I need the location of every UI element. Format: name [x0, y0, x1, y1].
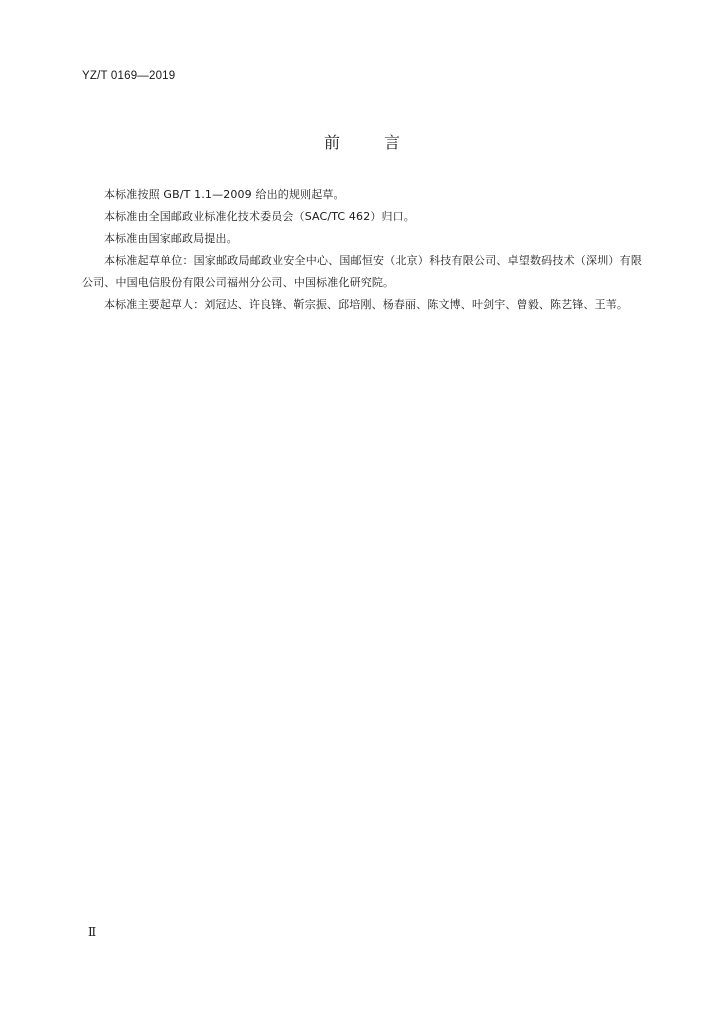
paragraph-proposer: 本标准由国家邮政局提出。 [104, 232, 238, 245]
document-code-header: YZ/T 0169—2019 [82, 70, 176, 82]
paragraph-drafters: 本标准主要起草人：刘冠达、许良锋、靳宗振、邱培刚、杨春丽、陈文博、叶剑宇、曾毅、陈艺锋、王苇。 [104, 298, 629, 311]
foreword-body [82, 184, 642, 316]
section-title [0, 130, 724, 153]
paragraph-drafting-units: 本标准起草单位：国家邮政局邮政业安全中心、国邮恒安（北京）科技有限公司、卓望数码技术（深圳）有限公司、中国电信股份有限公司福州分公司、中国标准化研究院。 [82, 254, 642, 289]
paragraph-drafting-rules: 本标准按照 GB/T 1.1—2009 给出的规则起草。 [104, 188, 345, 201]
paragraph-committee: 本标准由全国邮政业标准化技术委员会（SAC/TC 462）归口。 [104, 210, 415, 223]
page-number: Ⅱ [88, 925, 97, 939]
title-char-1: 前 [323, 133, 340, 152]
title-char-2: 言 [384, 133, 401, 152]
